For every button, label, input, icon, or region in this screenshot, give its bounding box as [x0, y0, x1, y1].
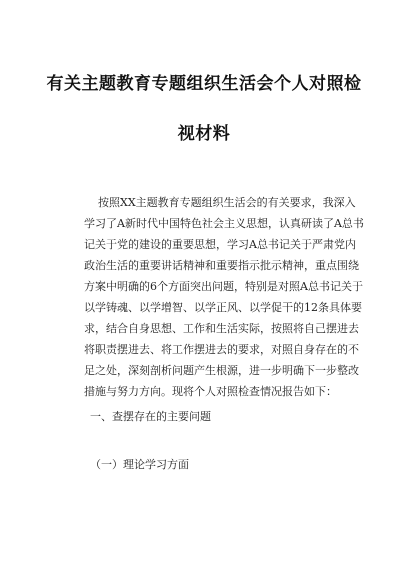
section-heading: 一、查摆存在的主要问题	[90, 410, 211, 423]
intro-paragraph	[84, 196, 364, 398]
paragraph-line: 以学铸魂、以学增智、以学正风、以学促干的12条具体要	[84, 301, 362, 314]
paragraph-line: 足之处，深刻剖析问题产生根源，进一步明确下一步整改	[84, 364, 359, 377]
paragraph-line: 措施与努力方向。现将个人对照检查情况报告如下：	[84, 385, 337, 398]
document-title-line-2: 视材料	[177, 124, 231, 144]
subsection-heading: （一）理论学习方面	[90, 458, 189, 471]
paragraph-line: 按照XX主题教育专题组织生活会的有关要求，我深入	[98, 196, 356, 209]
paragraph-line: 将职责摆进去、将工作摆进去的要求，对照自身存在的不	[84, 343, 359, 356]
paragraph-line: 政治生活的重要讲话精神和重要指示批示精神，重点围绕	[84, 259, 359, 272]
document-title-line-1: 有关主题教育专题组织生活会个人对照检	[46, 74, 362, 94]
paragraph-line: 学习了A新时代中国特色社会主义思想，认真研读了A总书	[84, 217, 364, 230]
paragraph-line: 求，结合自身思想、工作和生活实际，按照将自己摆进去	[84, 322, 359, 335]
paragraph-line: 方案中明确的6个方面突出问题，特别是对照A总书记关于	[84, 280, 363, 293]
paragraph-line: 记关于党的建设的重要思想，学习A总书记关于严肃党内	[84, 238, 356, 251]
